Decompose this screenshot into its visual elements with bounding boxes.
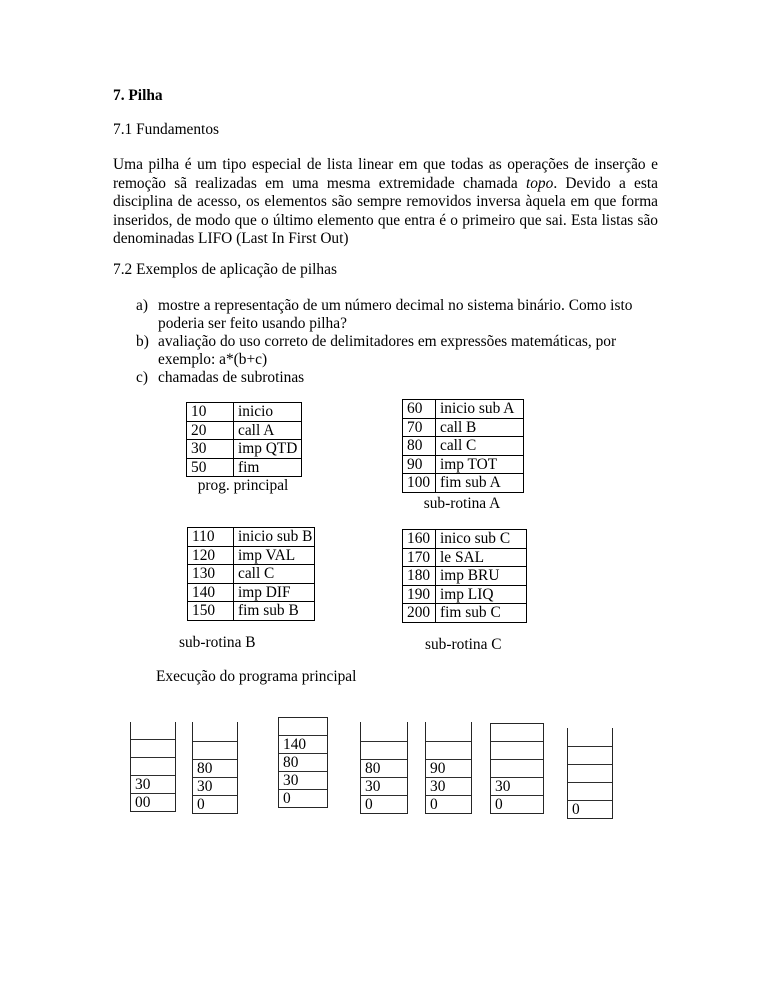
table-row (187, 421, 302, 440)
table-row (403, 604, 527, 623)
stack-cell (131, 757, 175, 775)
table-row (403, 400, 524, 419)
table-row (187, 440, 302, 459)
instruction-cell: inicio sub B (234, 528, 315, 547)
paragraph-line (113, 175, 658, 194)
stack-diagram-3 (278, 717, 328, 808)
stack-cell (426, 741, 471, 759)
table-row (187, 403, 302, 422)
paragraph-line (113, 212, 658, 231)
instruction-cell: imp LIQ (436, 585, 527, 604)
stack-cell: 30 (491, 777, 543, 795)
table-row (188, 565, 315, 584)
line-number-cell: 110 (188, 528, 234, 547)
stack-cell: 30 (131, 775, 175, 793)
instruction-cell: inico sub C (436, 530, 527, 549)
paragraph-line (113, 193, 658, 212)
table-row (403, 567, 527, 586)
table-caption-subrotina-a: sub-rotina A (423, 495, 501, 512)
stack-open-top (568, 728, 612, 746)
table-row (188, 546, 315, 565)
stack-cell: 0 (193, 795, 237, 813)
stack-cell: 90 (426, 759, 471, 777)
line-number-cell: 160 (403, 530, 436, 549)
stack-cell (361, 741, 407, 759)
text-segment: denominadas LIFO (Last In First Out) (113, 230, 349, 248)
list-marker: c) (136, 369, 148, 386)
stack-cell (131, 739, 175, 757)
line-number-cell: 100 (403, 474, 436, 493)
paragraph-line (113, 230, 658, 249)
stack-diagram-1 (130, 722, 176, 812)
stack-open-top (361, 722, 407, 741)
stack-cell: 0 (279, 789, 327, 807)
line-number-cell: 60 (403, 400, 436, 419)
line-number-cell: 130 (188, 565, 234, 584)
program-table-subrotina-c (402, 529, 527, 623)
stack-diagram-7 (567, 728, 613, 819)
stack-cell: 0 (361, 795, 407, 813)
program-table-subrotina-b (187, 527, 315, 621)
instruction-cell: call B (436, 418, 524, 437)
list-item (136, 333, 632, 369)
stack-cell (491, 759, 543, 777)
instruction-cell: call A (234, 421, 302, 440)
instruction-cell: fim sub C (436, 604, 527, 623)
stack-cell: 30 (279, 771, 327, 789)
table-caption-subrotina-c: sub-rotina C (425, 636, 502, 653)
execution-heading: Execução do programa principal (156, 668, 357, 685)
intro-paragraph (113, 156, 658, 249)
instruction-cell: inicio (234, 403, 302, 422)
table-row (403, 418, 524, 437)
stack-cell (568, 746, 612, 764)
list-item-text (158, 297, 632, 333)
instruction-cell: le SAL (436, 548, 527, 567)
stack-cell (491, 724, 543, 741)
program-table-subrotina-a (402, 399, 524, 493)
list-item-line: exemplo: a*(b+c) (158, 351, 268, 368)
table-row (187, 458, 302, 477)
stack-cell (568, 764, 612, 782)
stack-cell: 80 (361, 759, 407, 777)
instruction-cell: fim (234, 458, 302, 477)
instruction-cell: imp QTD (234, 440, 302, 459)
table-row (188, 583, 315, 602)
table-row (188, 602, 315, 621)
line-number-cell: 90 (403, 455, 436, 474)
table-row (403, 437, 524, 456)
table-row (403, 474, 524, 493)
text-segment: remoção sã realizadas em uma mesma extremidade chamada (113, 174, 526, 192)
stack-cell: 30 (426, 777, 471, 795)
instruction-cell: imp DIF (234, 583, 315, 602)
stack-cell: 0 (568, 800, 612, 818)
instruction-cell: imp TOT (436, 455, 524, 474)
instruction-cell: fim sub B (234, 602, 315, 621)
stack-cell: 0 (491, 795, 543, 813)
text-segment: Uma pilha é um tipo especial de lista linear em que todas as operações de inserção e (113, 156, 658, 173)
stack-diagram-5 (425, 722, 472, 814)
list-item-line: avaliação do uso correto de delimitadores em expressões matemáticas, por (158, 333, 617, 350)
stack-cell: 140 (279, 735, 327, 753)
instruction-cell: imp BRU (436, 567, 527, 586)
line-number-cell: 140 (188, 583, 234, 602)
stack-cell (193, 741, 237, 759)
list-item-line: poderia ser feito usando pilha? (158, 315, 347, 332)
stack-cell: 30 (361, 777, 407, 795)
line-number-cell: 190 (403, 585, 436, 604)
table-row (188, 528, 315, 547)
table-caption-prog-principal: prog. principal (197, 477, 289, 494)
stack-open-top (131, 722, 175, 739)
italic-term: topo (525, 174, 554, 192)
line-number-cell: 200 (403, 604, 436, 623)
line-number-cell: 150 (188, 602, 234, 621)
program-table-principal (186, 402, 302, 477)
stack-cell (568, 782, 612, 800)
instruction-cell: call C (234, 565, 315, 584)
text-segment: . Devido a esta (553, 174, 658, 192)
stack-diagram-6 (490, 723, 544, 814)
page-title: 7. Pilha (113, 87, 163, 104)
line-number-cell: 30 (187, 440, 234, 459)
stack-diagram-2 (192, 722, 238, 814)
text-segment: inseridos, de modo que o último elemento que entra é o primeiro que sai. Esta listas são (113, 211, 658, 229)
table-caption-subrotina-b: sub-rotina B (179, 634, 256, 651)
table-row (403, 530, 527, 549)
instruction-cell: fim sub A (436, 474, 524, 493)
instruction-cell: call C (436, 437, 524, 456)
table-row (403, 585, 527, 604)
stack-cell: 00 (131, 793, 175, 811)
section-heading-exemplos: 7.2 Exemplos de aplicação de pilhas (113, 261, 337, 278)
stack-cell: 30 (193, 777, 237, 795)
section-heading-fundamentos: 7.1 Fundamentos (113, 121, 220, 138)
list-item (136, 369, 632, 387)
list-item-line: chamadas de subrotinas (158, 369, 305, 386)
line-number-cell: 10 (187, 403, 234, 422)
line-number-cell: 170 (403, 548, 436, 567)
line-number-cell: 120 (188, 546, 234, 565)
line-number-cell: 80 (403, 437, 436, 456)
example-list (136, 297, 632, 387)
instruction-cell: inicio sub A (436, 400, 524, 419)
list-marker: b) (136, 333, 149, 350)
list-marker: a) (136, 297, 148, 314)
list-item-text (158, 369, 304, 387)
stack-cell: 0 (426, 795, 471, 813)
line-number-cell: 180 (403, 567, 436, 586)
table-row (403, 455, 524, 474)
table-row (403, 548, 527, 567)
text-segment: disciplina de acesso, os elementos são sempre removidos inversa àquela em que forma (113, 193, 658, 211)
list-item-line: mostre a representação de um número decimal no sistema binário. Como isto (158, 297, 633, 314)
list-item-text (158, 333, 616, 369)
list-item (136, 297, 632, 333)
line-number-cell: 50 (187, 458, 234, 477)
stack-cell: 80 (279, 753, 327, 771)
stack-open-top (426, 722, 471, 741)
stack-diagram-4 (360, 722, 408, 814)
stack-open-top (193, 722, 237, 741)
line-number-cell: 20 (187, 421, 234, 440)
instruction-cell: imp VAL (234, 546, 315, 565)
paragraph-line (113, 156, 658, 175)
stack-cell (279, 718, 327, 735)
line-number-cell: 70 (403, 418, 436, 437)
stack-cell: 80 (193, 759, 237, 777)
stack-cell (491, 741, 543, 759)
